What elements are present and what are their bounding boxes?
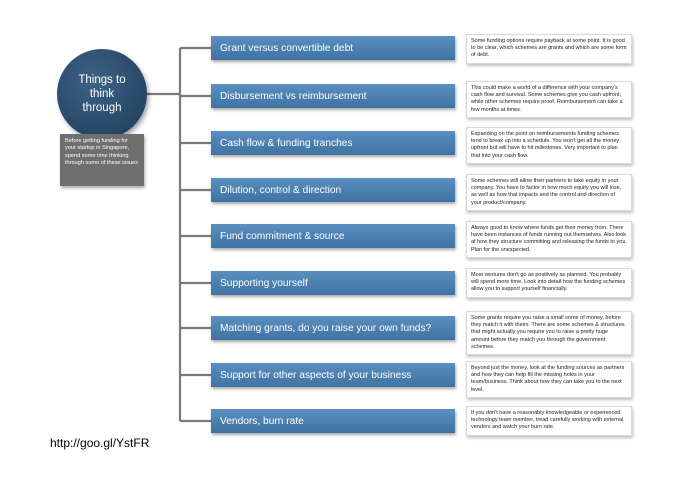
topic-label: Support for other aspects of your business	[220, 369, 412, 381]
hub-title: Things to think through	[78, 74, 126, 114]
description-text: Most ventures don't go as positively as planned. You probably will spend more time. Look into detail how the funding schemes allow you to support yourself financially.	[471, 272, 626, 293]
description-text: Expanding on the point on reimbursements funding schemes tend to break up into a schedule. You won't get all the money upfront but will have to hit milestones. Very important to plan that into your cash flow.	[471, 131, 620, 159]
description-box-cash-flow	[466, 127, 632, 164]
description-box-disbursement	[466, 81, 632, 118]
description-box-fund-commitment	[466, 221, 632, 258]
topic-box-matching-grants	[211, 316, 455, 340]
description-text: Some grants require you raise a small some of money, before they match it with theirs. There are some schemes & structures that might actually you require you to raise a pretty huge amount before they match you through the government schemes.	[471, 315, 625, 350]
topic-label: Disbursement vs reimbursement	[220, 90, 367, 102]
topic-label: Cash flow & funding tranches	[220, 137, 353, 149]
topic-box-fund-commitment	[211, 224, 455, 248]
description-box-grant-vs-debt	[466, 34, 632, 64]
topic-box-supporting-yourself	[211, 271, 455, 295]
description-box-business-support	[466, 361, 632, 398]
description-box-vendors	[466, 406, 632, 436]
topic-box-vendors	[211, 409, 455, 433]
description-text: Some schemes will allow their partners to take equity in your company. You have to factor in how much equity you will lose, as well as how that impacts and the control and direction of your product/company.	[471, 178, 622, 206]
topic-label: Dilution, control & direction	[220, 184, 342, 196]
footer-link[interactable]: http://goo.gl/YstFR	[50, 436, 150, 450]
hub-circle	[57, 49, 147, 139]
topic-box-grant-vs-debt	[211, 36, 455, 60]
intro-note-text: Before getting funding for your startup in Singapore, spend some time thinking through some of these issues	[65, 138, 139, 167]
topic-label: Grant versus convertible debt	[220, 42, 354, 54]
description-box-matching-grants	[466, 311, 632, 355]
topic-box-business-support	[211, 363, 455, 387]
description-box-supporting-yourself	[466, 268, 632, 298]
description-text: Always good to know where funds get their money from. There have been instances of funds running out themselves. Also look at how they structure committing and releasing the funds to you. Plan for the unexpected.	[471, 225, 627, 253]
topic-label: Matching grants, do you raise your own funds?	[220, 322, 432, 334]
topic-label: Fund commitment & source	[220, 230, 345, 242]
description-text: Beyond just the money, look at the funding sources as partners and how they can help fill the missing holes in your team/business. Think about how they can take you to the next level.	[471, 365, 625, 393]
topic-box-dilution	[211, 178, 455, 202]
description-box-dilution	[466, 174, 632, 211]
topic-box-disbursement	[211, 84, 455, 108]
intro-note	[60, 134, 144, 186]
description-text: If you don't have a reasonably knowledgeable or experienced technology team member, tread carefully working with external vendors and watch your burn rate.	[471, 410, 624, 431]
description-text: Some funding options require payback at some point. It is good to be clear, which schemes are grants and which are some form of debt.	[471, 38, 627, 59]
topic-label: Supporting yourself	[220, 277, 308, 289]
topic-label: Vendors, burn rate	[220, 415, 304, 427]
description-text: This could make a world of a difference with your company's cash flow and survival. Some schemes give you cash upfront, while other schemes require proof. Reimbursement can take a few months at times.	[471, 85, 623, 113]
topic-box-cash-flow	[211, 131, 455, 155]
